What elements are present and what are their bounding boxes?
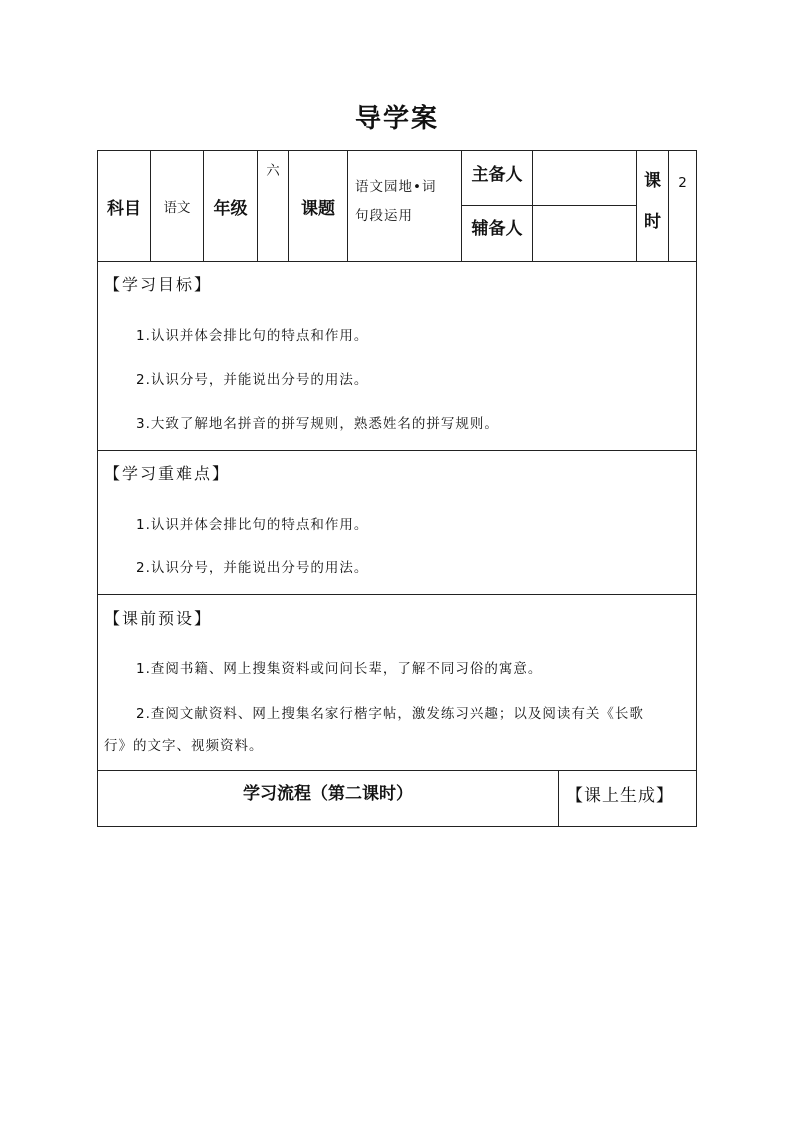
- period-label-1: 课: [644, 171, 661, 191]
- learning-process-label: 学习流程（第二课时）: [243, 783, 413, 804]
- period-value: 2: [678, 175, 687, 191]
- preview-item: 2.查阅文献资料、网上搜集名家行楷字帖，激发练习兴趣；以及阅读有关《长歌: [136, 706, 644, 722]
- topic-value-line1: 语文园地•词: [355, 179, 437, 195]
- assistant-preparer-value: [533, 206, 636, 261]
- period-label-2: 时: [644, 212, 661, 232]
- subject-label: 科目: [107, 198, 141, 219]
- grade-label: 年级: [213, 198, 248, 219]
- key-point-item: 2.认识分号，并能说出分号的用法。: [136, 560, 369, 576]
- assistant-preparer-label: 辅备人: [471, 218, 523, 239]
- topic-value-line2: 句段运用: [355, 208, 413, 224]
- objective-item: 2.认识分号，并能说出分号的用法。: [136, 372, 369, 388]
- in-class-generation-label: 【课上生成】: [566, 786, 674, 806]
- main-preparer-value: [533, 151, 636, 205]
- preview-item: 1.查阅书籍、网上搜集资料或问问长辈，了解不同习俗的寓意。: [136, 661, 543, 677]
- topic-label: 课题: [301, 198, 335, 219]
- key-point-item: 1.认识并体会排比句的特点和作用。: [136, 517, 369, 533]
- preview-item-continued: 行》的文字、视频资料。: [104, 738, 264, 754]
- main-preparer-label: 主备人: [471, 164, 523, 185]
- objectives-title: 【学习目标】: [104, 275, 213, 294]
- grade-value: 六: [266, 163, 280, 179]
- preview-title: 【课前预设】: [104, 609, 213, 628]
- subject-value: 语文: [163, 200, 191, 216]
- objective-item: 1.认识并体会排比句的特点和作用。: [136, 328, 369, 344]
- page-title: 导学案: [354, 104, 439, 134]
- key-points-title: 【学习重难点】: [104, 464, 231, 483]
- objective-item: 3.大致了解地名拼音的拼写规则，熟悉姓名的拼写规则。: [136, 416, 499, 432]
